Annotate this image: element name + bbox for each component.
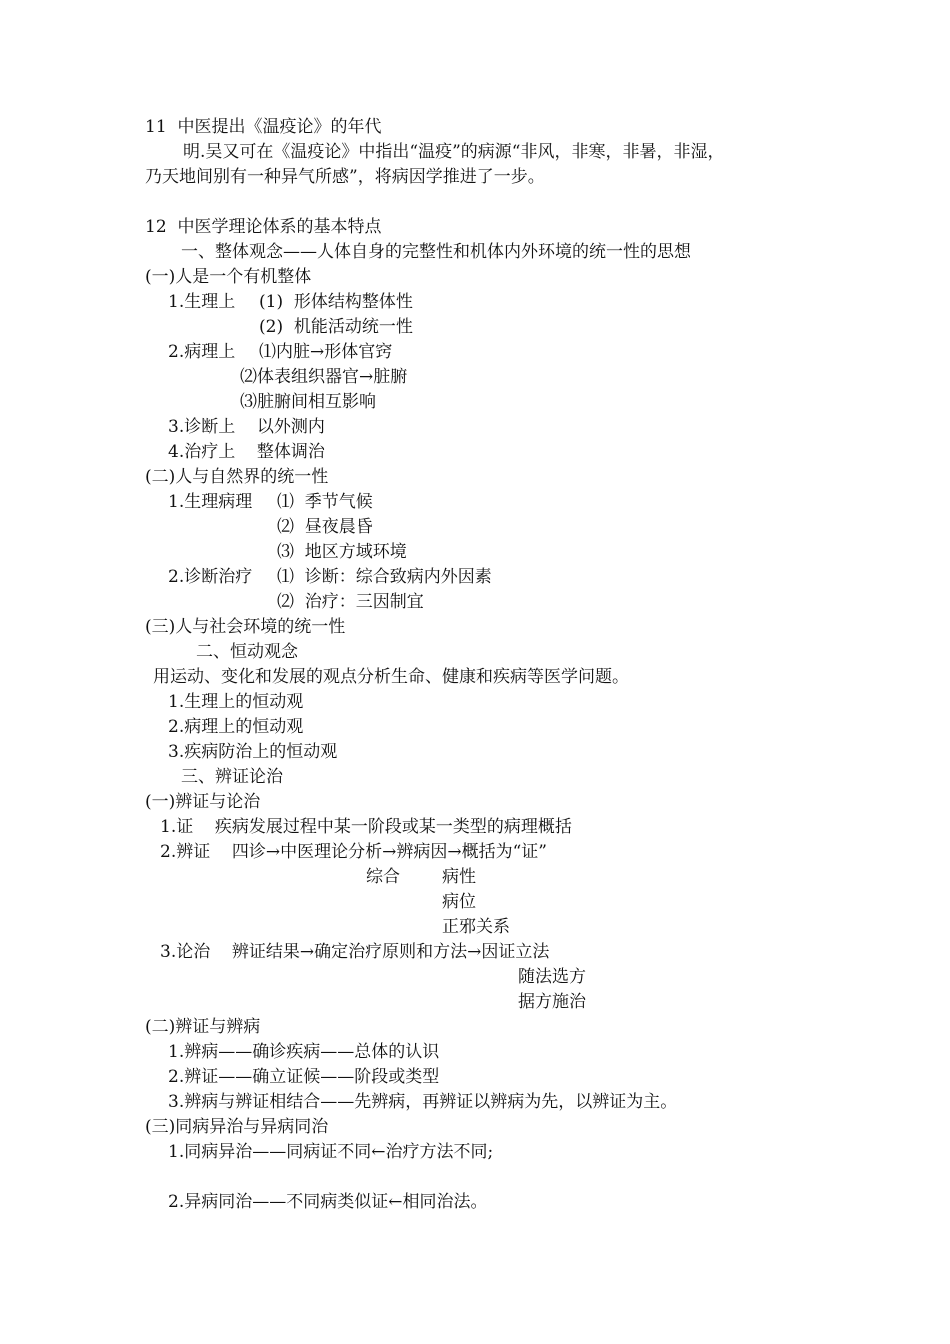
diagnosis-item: ⑴ 诊断：综合致病内外因素 bbox=[277, 567, 492, 587]
section-11-heading: 11 中医提出《温疫论》的年代 bbox=[145, 117, 382, 137]
zonghe-label: 综合 bbox=[366, 867, 400, 887]
physiology-item-1: (1) 形体结构整体性 bbox=[259, 292, 413, 312]
physiology-item-2: (2) 机能活动统一性 bbox=[259, 317, 413, 337]
part-1-sub-3-title: (三)人与社会环境的统一性 bbox=[145, 617, 346, 637]
lunzhi-line: 3.论治 辨证结果→确定治疗原则和方法→因证立法 bbox=[160, 942, 550, 962]
part-1-sub-2-title: (二)人与自然界的统一性 bbox=[145, 467, 329, 487]
day-night-item: ⑵ 昼夜晨昏 bbox=[277, 517, 373, 537]
pathology-label: 2.病理上 bbox=[168, 342, 236, 362]
part-1-sub-1-title: (一)人是一个有机整体 bbox=[145, 267, 312, 287]
part-3-sub-2-item-3: 3.辨病与辨证相结合——先辨病，再辨证以辨病为先，以辨证为主。 bbox=[168, 1092, 678, 1112]
part-3-sub-2-item-1: 1.辨病——确诊疾病——总体的认识 bbox=[168, 1042, 440, 1062]
part-2-item-1: 1.生理上的恒动观 bbox=[168, 692, 304, 712]
bianzheng-line: 2.辨证 四诊→中医理论分析→辨病因→概括为“证” bbox=[160, 842, 547, 862]
jufang-item: 据方施治 bbox=[518, 992, 586, 1012]
suifa-item: 随法选方 bbox=[518, 967, 586, 987]
pathology-item-3: ⑶脏腑间相互影响 bbox=[240, 392, 376, 412]
part-2-item-3: 3.疾病防治上的恒动观 bbox=[168, 742, 338, 762]
part-2-item-2: 2.病理上的恒动观 bbox=[168, 717, 304, 737]
bingwei-item: 病位 bbox=[442, 892, 476, 912]
diagnosis-line: 3.诊断上 以外测内 bbox=[168, 417, 325, 437]
treatment-line: 4.治疗上 整体调治 bbox=[168, 442, 325, 462]
pathology-item-2: ⑵体表组织器官→脏腑 bbox=[240, 367, 408, 387]
physio-patho-label: 1.生理病理 bbox=[168, 492, 253, 512]
region-item: ⑶ 地区方域环境 bbox=[277, 542, 407, 562]
zhengxie-item: 正邪关系 bbox=[442, 917, 510, 937]
diag-treat-label: 2.诊断治疗 bbox=[168, 567, 253, 587]
part-3-sub-1-title: (一)辨证与论治 bbox=[145, 792, 261, 812]
part-2-title: 二、恒动观念 bbox=[196, 642, 298, 662]
part-3-sub-3-item-2: 2.异病同治——不同病类似证←相同治法。 bbox=[168, 1192, 488, 1212]
part-3-sub-2-item-2: 2.辨证——确立证候——阶段或类型 bbox=[168, 1067, 440, 1087]
treatment-item: ⑵ 治疗：三因制宜 bbox=[277, 592, 424, 612]
pathology-item-1: ⑴内脏→形体官窍 bbox=[259, 342, 393, 362]
section-12-heading: 12 中医学理论体系的基本特点 bbox=[145, 217, 382, 237]
section-11-paragraph-line-1: 明.吴又可在《温疫论》中指出“温疫”的病源“非风，非寒，非暑，非湿， bbox=[183, 142, 725, 162]
part-2-description: 用运动、变化和发展的观点分析生命、健康和疾病等医学问题。 bbox=[153, 667, 629, 687]
physiology-label: 1.生理上 bbox=[168, 292, 236, 312]
section-11-paragraph-line-2: 乃天地间别有一种异气所感”，将病因学推进了一步。 bbox=[145, 167, 545, 187]
part-3-sub-3-title: (三)同病异治与异病同治 bbox=[145, 1117, 329, 1137]
part-1-title: 一、整体观念——人体自身的完整性和机体内外环境的统一性的思想 bbox=[181, 242, 691, 262]
bingxing-item: 病性 bbox=[442, 867, 476, 887]
zheng-definition: 1.证 疾病发展过程中某一阶段或某一类型的病理概括 bbox=[160, 817, 572, 837]
season-item: ⑴ 季节气候 bbox=[277, 492, 373, 512]
part-3-sub-2-title: (二)辨证与辨病 bbox=[145, 1017, 261, 1037]
part-3-sub-3-item-1: 1.同病异治——同病证不同←治疗方法不同; bbox=[168, 1142, 494, 1162]
part-3-title: 三、辨证论治 bbox=[181, 767, 283, 787]
